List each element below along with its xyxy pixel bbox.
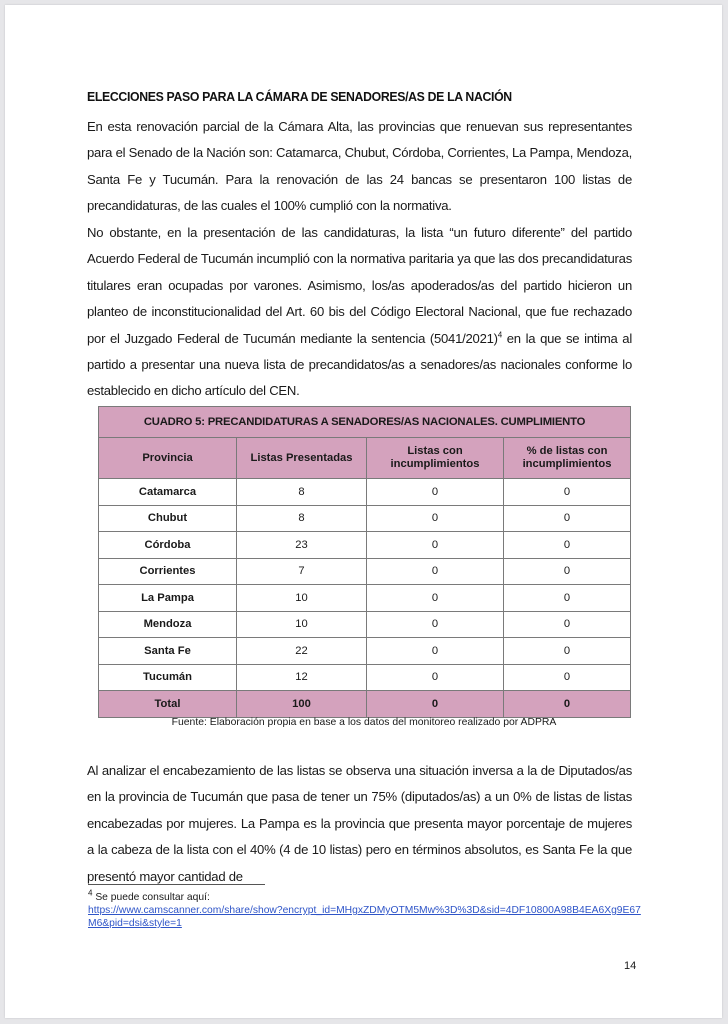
cell-total-presentadas: 100 (237, 691, 367, 718)
column-header-listas-incumplimientos: Listas con incumplimientos (367, 438, 504, 479)
footnote-number: 4 (88, 888, 93, 898)
cell-provincia: Catamarca (99, 479, 237, 506)
paragraph-incumplimiento (87, 220, 632, 405)
cell-incumplimientos: 0 (367, 505, 504, 532)
cell-presentadas: 10 (237, 611, 367, 638)
page-number: 14 (624, 960, 637, 972)
cell-provincia: La Pampa (99, 585, 237, 612)
cell-presentadas: 23 (237, 532, 367, 559)
cell-incumplimientos: 0 (367, 558, 504, 585)
cell-incumplimientos: 0 (367, 664, 504, 691)
cell-total-label: Total (99, 691, 237, 718)
table-row (99, 664, 631, 691)
footnote-reference[interactable]: 4 (497, 330, 502, 340)
table-title: CUADRO 5: PRECANDIDATURAS A SENADORES/AS NACIONALES. CUMPLIMIENTO (99, 407, 631, 438)
footnote-text: Se puede consultar aquí: (92, 892, 210, 903)
paragraph-text: No obstante, en la presentación de las candidaturas, la lista “un futuro diferente” del partido Acuerdo Federal de Tucumán incumplió con la normativa paritaria ya que las dos precandidaturas titulares eran ocupadas por varones. Asimismo, los/as apoderados/as del partido hicieron un planteo de inconstitucionalidad del Art. 60 bis del Código Electoral Nacional, que fue rechazado por el Juzgado Federal de Tucumán mediante la sentencia (5041/2021) (87, 225, 632, 346)
cell-pct: 0 (504, 505, 631, 532)
table-row (99, 505, 631, 532)
table-total-row (99, 691, 631, 718)
cell-pct: 0 (504, 532, 631, 559)
cell-pct: 0 (504, 558, 631, 585)
table-source: Fuente: Elaboración propia en base a los datos del monitoreo realizado por ADPRA (171, 717, 557, 728)
cumplimiento-table (98, 406, 631, 718)
column-header-provincia: Provincia (99, 438, 237, 479)
cell-pct: 0 (504, 585, 631, 612)
cell-presentadas: 12 (237, 664, 367, 691)
cell-pct: 0 (504, 638, 631, 665)
column-header-listas-presentadas: Listas Presentadas (237, 438, 367, 479)
cell-provincia: Mendoza (99, 611, 237, 638)
cell-provincia: Tucumán (99, 664, 237, 691)
table-row (99, 585, 631, 612)
cell-incumplimientos: 0 (367, 611, 504, 638)
footnote-link[interactable]: https://www.camscanner.com/share/show?encrypt_id=MHgxZDMyOTM5Mw%3D%3D&sid=4DF10800A98B4EA6Xg9E67M6&pid=dsi&style=1 (88, 905, 641, 929)
cell-provincia: Santa Fe (99, 638, 237, 665)
cell-incumplimientos: 0 (367, 532, 504, 559)
cell-provincia: Chubut (99, 505, 237, 532)
table-row (99, 638, 631, 665)
cell-presentadas: 22 (237, 638, 367, 665)
cell-presentadas: 7 (237, 558, 367, 585)
table-row (99, 532, 631, 559)
cell-incumplimientos: 0 (367, 479, 504, 506)
cell-presentadas: 8 (237, 505, 367, 532)
cell-incumplimientos: 0 (367, 638, 504, 665)
cell-provincia: Corrientes (99, 558, 237, 585)
table-row (99, 479, 631, 506)
cell-incumplimientos: 0 (367, 585, 504, 612)
paragraph-intro: En esta renovación parcial de la Cámara Alta, las provincias que renuevan sus representantes para el Senado de la Nación son: Catamarca, Chubut, Córdoba, Corrientes, La Pampa, Mendoza, Santa Fe y Tucumán. Para la renovación de las 24 bancas se presentaron 100 listas de precandidaturas, de las cuales el 100% cumplió con la normativa. (87, 119, 632, 214)
cell-pct: 0 (504, 479, 631, 506)
cell-provincia: Córdoba (99, 532, 237, 559)
cell-presentadas: 10 (237, 585, 367, 612)
column-header-pct-incumplimientos: % de listas con incumplimientos (504, 438, 631, 479)
footnote (88, 888, 648, 930)
table-row (99, 558, 631, 585)
footnote-divider (88, 884, 265, 885)
cell-total-incumplimientos: 0 (367, 691, 504, 718)
paragraph-text: en la que se intima al partido a presentar una nueva lista de precandidatos/as a senadores/as nacionales conforme lo establecido en dicho artículo del CEN. (87, 330, 632, 399)
cell-pct: 0 (504, 611, 631, 638)
table-row (99, 611, 631, 638)
cell-presentadas: 8 (237, 479, 367, 506)
paragraph-encabezamiento: Al analizar el encabezamiento de las listas se observa una situación inversa a la de Diputados/as en la provincia de Tucumán que pasa de tener un 75% (diputados/as) a un 0% de listas de listas encabezadas por mujeres. La Pampa es la provincia que presenta mayor porcentaje de mujeres a la cabeza de la lista con el 40% (4 de 10 listas) pero en términos absolutos, es Santa Fe la que presentó mayor cantidad de (87, 763, 632, 884)
section-heading: ELECCIONES PASO PARA LA CÁMARA DE SENADORES/AS DE LA NACIÓN (87, 89, 512, 104)
cell-pct: 0 (504, 664, 631, 691)
cell-total-pct: 0 (504, 691, 631, 718)
